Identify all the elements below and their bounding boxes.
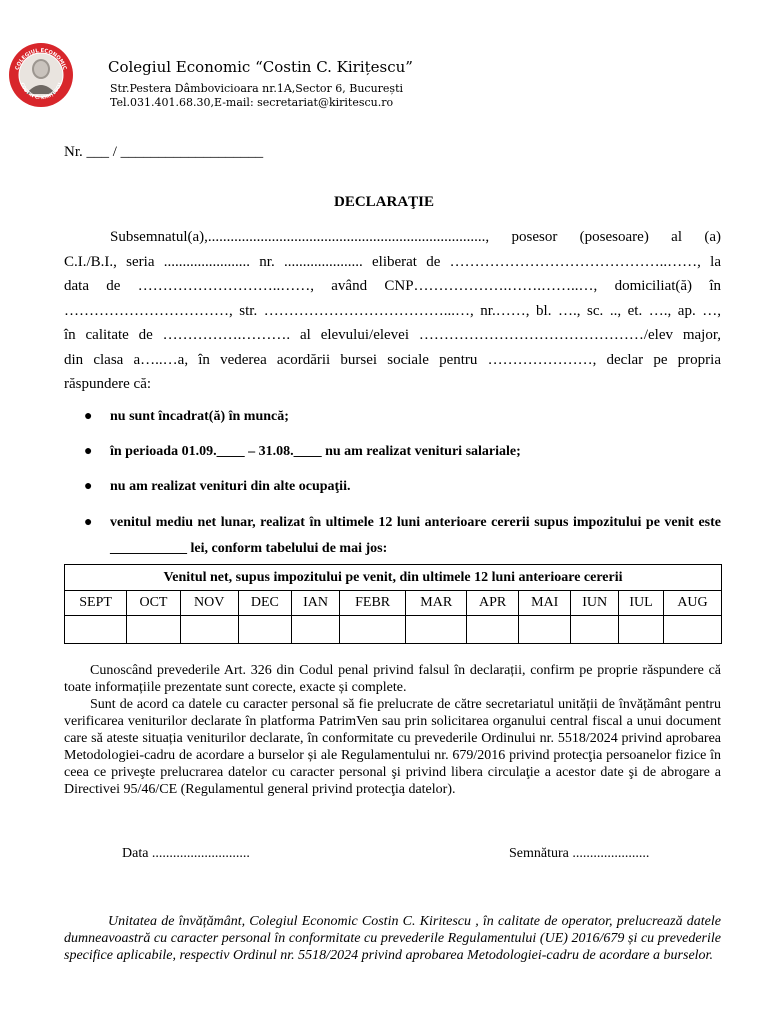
income-cell[interactable]: [292, 616, 340, 644]
month-header: IAN: [292, 591, 340, 616]
month-header: MAI: [519, 591, 571, 616]
declaration-line-4: ……………………………, str. ………………………………...…, nr.……, bl. …., sc. .., et. …., ap. …,: [64, 303, 721, 319]
income-cell[interactable]: [65, 616, 127, 644]
penal-code-paragraph: Cunoscând prevederile Art. 326 din Codul penal privind falsul în declarații, confirm pe proprie răspundere că toate informațiile prezentate sunt corecte, exacte și complete.: [64, 663, 721, 695]
income-cell[interactable]: [571, 616, 619, 644]
signature-field: Semnătura ......................: [509, 846, 650, 861]
month-header: MAR: [406, 591, 467, 616]
registration-number-line: Nr. ___ / ___________________: [64, 144, 264, 160]
income-table: [64, 564, 722, 644]
declaration-line-5: în calitate de …………….………. al elevului/elevei ………………………………………/elev major,: [64, 327, 721, 343]
income-cell[interactable]: [127, 616, 181, 644]
declaration-line-1: Subsemnatul(a),.........................................................................., posesor (posesoare) al (a): [110, 229, 721, 245]
income-cell[interactable]: [180, 616, 238, 644]
bullet-text: venitul mediu net lunar, realizat în ultimele 12 luni anterioare cererii supus impozitului pe venit este ___________ lei, conform tabelului de mai jos:: [110, 515, 721, 556]
bullet-text: nu am realizat venituri din alte ocupaţii.: [110, 479, 351, 494]
bullet-text: nu sunt încadrat(ă) în muncă;: [110, 409, 289, 424]
school-name: Colegiul Economic “Costin C. Kirițescu”: [108, 58, 413, 76]
date-field: Data ............................: [122, 846, 250, 861]
month-header: AUG: [663, 591, 721, 616]
income-cell[interactable]: [339, 616, 405, 644]
month-header: APR: [467, 591, 519, 616]
income-cell[interactable]: [238, 616, 292, 644]
income-cell[interactable]: [519, 616, 571, 644]
declaration-line-3: data de ………………………..……, având CNP……………….…….……..…, domiciliat(ă) în: [64, 278, 721, 294]
income-cell[interactable]: [406, 616, 467, 644]
document-title: DECLARAŢIE: [333, 194, 435, 210]
month-header: NOV: [180, 591, 238, 616]
bullet-icon: ●: [84, 444, 93, 459]
month-header: FEBR: [339, 591, 405, 616]
bullet-icon: ●: [84, 409, 93, 424]
school-contact: Tel.031.401.68.30,E-mail: secretariat@kiritescu.ro: [110, 96, 394, 109]
bullet-icon: ●: [84, 515, 93, 530]
bullet-text: în perioada 01.09.____ – 31.08.____ nu am realizat venituri salariale;: [110, 444, 521, 459]
income-table-header: Venitul net, supus impozitului pe venit, din ultimele 12 luni anterioare cererii: [65, 565, 722, 591]
month-header: IUL: [619, 591, 664, 616]
school-address: Str.Pestera Dâmbovicioara nr.1A,Sector 6, București: [110, 82, 404, 95]
school-logo: [8, 42, 74, 108]
income-cell[interactable]: [467, 616, 519, 644]
month-header: DEC: [238, 591, 292, 616]
declaration-line-2: C.I./B.I., seria ....................... nr. ..................... eliberat de ……………………………………..……, la: [64, 254, 721, 270]
data-consent-paragraph: Sunt de acord ca datele cu caracter personal să fie prelucrate de către secretariatul unității de învățământ pentru verificarea veniturilor declarate în platforma PatrimVen sau prin solicitarea organului central fiscal a unui document care să ateste situația veniturilor declarate, în conformitate cu prevederile Ordinului nr. 5518/2024 privind aprobarea Metodologiei-cadru de acordare a burselor și ale Regulamentului nr. 679/2016 privind protecţia persoanelor fizice în ceea ce priveşte prelucrarea datelor cu caracter personal şi privind libera circulaţie a acestor date şi de abrogare a Directivei 95/46/CE (Regulamentul general privind protecţia datelor).: [64, 697, 721, 797]
bullet-icon: ●: [84, 479, 93, 494]
month-header: SEPT: [65, 591, 127, 616]
income-cell[interactable]: [663, 616, 721, 644]
income-cell[interactable]: [619, 616, 664, 644]
logo-text-bottom: COSTIN C. KIRIȚESCU: [18, 82, 64, 102]
month-header: IUN: [571, 591, 619, 616]
logo-text-top: COLEGIUL ECONOMIC: [14, 47, 68, 71]
declaration-line-6: din clasa a…..…a, în vederea acordării bursei sociale pentru …………………, declar pe propria: [64, 352, 721, 368]
gdpr-footer-note: Unitatea de învățământ, Colegiul Economic Costin C. Kiritescu , în calitate de operator, prelucrează datele dumneavoastră cu caracter personal în conformitate cu prevederile Regulamentului (UE) 2016/679 și cu prevederile specifice aplicabile, respectiv Ordinul nr. 5518/2024 privind aprobarea Metodologiei-cadru de acordare a burselor.: [64, 914, 721, 963]
month-header: OCT: [127, 591, 181, 616]
declaration-line-7: răspundere că:: [64, 376, 152, 392]
